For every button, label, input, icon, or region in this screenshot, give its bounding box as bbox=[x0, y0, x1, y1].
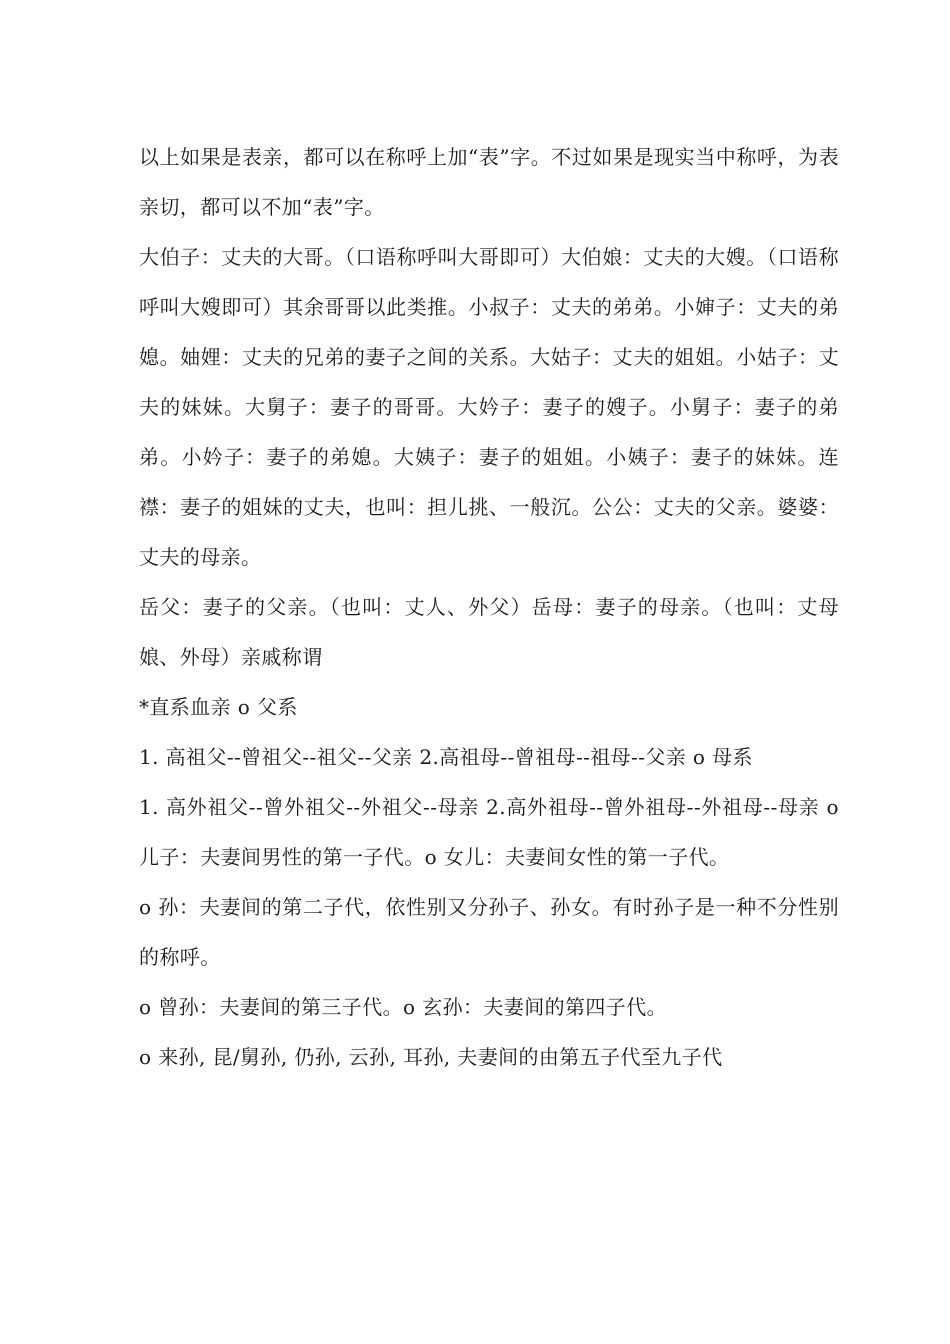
document-body bbox=[139, 132, 839, 1082]
paragraph-maternal-line: 1. 高外祖父--曾外祖父--外祖父--母亲 2.高外祖母--曾外祖母--外祖母--母亲 o 儿子：夫妻间男性的第一子代。o 女儿：夫妻间女性的第一子代。 bbox=[139, 795, 839, 869]
paragraph-paternal-line: 1. 高祖父--曾祖父--祖父--父亲 2.高祖母--曾祖母--祖母--父亲 o 母系 bbox=[139, 745, 753, 769]
paragraph-in-law-terms: 大伯子：丈夫的大哥。（口语称呼叫大哥即可）大伯娘：丈夫的大嫂。（口语称呼叫大嫂即可）其余哥哥以此类推。小叔子：丈夫的弟弟。小婶子：丈夫的弟媳。妯娌：丈夫的兄弟的妻子之间的关系。大姑子：丈夫的姐姐。小姑子：丈夫的妹妹。大舅子：妻子的哥哥。大妗子：妻子的嫂子。小舅子：妻子的弟弟。小妗子：妻子的弟媳。大姨子：妻子的姐姐。小姨子：妻子的妹妹。连襟：妻子的姐妹的丈夫，也叫：担儿挑、一般沉。公公：丈夫的父亲。婆婆：丈夫的母亲。 bbox=[139, 245, 839, 569]
paragraph-parents-in-law: 岳父：妻子的父亲。（也叫：丈人、外父）岳母：妻子的母亲。（也叫：丈母娘、外母）亲戚称谓 bbox=[139, 595, 839, 669]
paragraph-grandchildren: o 孙：夫妻间的第二子代，依性别又分孙子、孙女。有时孙子是一种不分性别的称呼。 bbox=[139, 895, 839, 969]
paragraph-great-grandchildren: o 曾孙：夫妻间的第三子代。o 玄孙：夫妻间的第四子代。 bbox=[139, 995, 667, 1019]
paragraph-later-descendants: o 来孙, 昆/舅孙, 仍孙, 云孙, 耳孙, 夫妻间的由第五子代至九子代 bbox=[139, 1045, 723, 1069]
paragraph-cousin-note: 以上如果是表亲，都可以在称呼上加“表”字。不过如果是现实当中称呼，为表亲切，都可以不加“表”字。 bbox=[139, 145, 839, 219]
paragraph-direct-lineage-heading: *直系血亲 o 父系 bbox=[139, 695, 298, 719]
